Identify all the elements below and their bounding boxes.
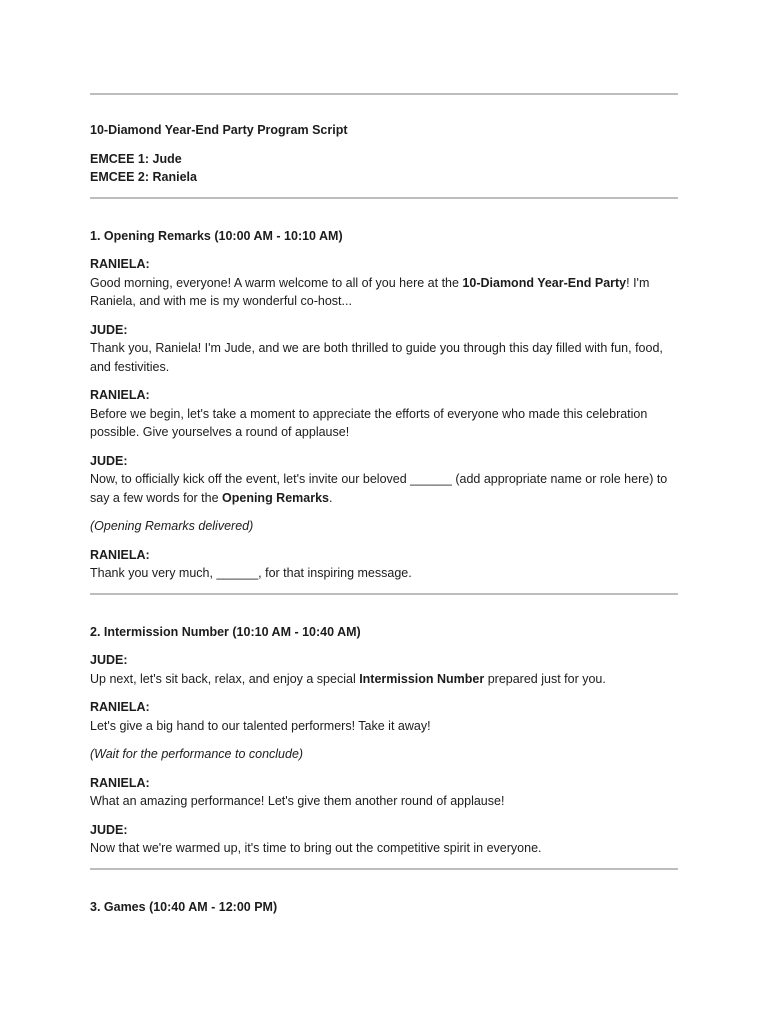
stage-note: (Opening Remarks delivered): [90, 519, 254, 533]
speaker-label: JUDE:: [90, 822, 128, 837]
divider: [90, 868, 678, 870]
dialogue-text: Let's give a big hand to our talented performers! Take it away!: [90, 718, 431, 733]
segment-name: Intermission Number: [359, 671, 485, 686]
stage-note-block: [90, 517, 678, 536]
speaker-label: RANIELA:: [90, 257, 150, 271]
dialogue-text: Up next, let's sit back, relax, and enjoy a special Intermission Number prepared just for you.: [90, 671, 606, 686]
divider: [90, 593, 678, 595]
section-heading-intermission: 2. Intermission Number (10:10 AM - 10:40 AM): [90, 624, 361, 639]
divider: [90, 197, 678, 199]
dialogue-block: [90, 821, 678, 858]
speaker-label: JUDE:: [90, 453, 128, 468]
dialogue-text: Before we begin, let's take a moment to appreciate the efforts of everyone who made this celebration possible. Give yourselves a round of applause!: [90, 406, 648, 439]
speaker-label: JUDE:: [90, 322, 128, 337]
section-heading-opening-remarks: 1. Opening Remarks (10:00 AM - 10:10 AM): [90, 228, 343, 243]
dialogue-block: [90, 774, 678, 811]
emcee-1: EMCEE 1: Jude: [90, 151, 182, 166]
dialogue-text: Now, to officially kick off the event, let's invite our beloved ______ (add appropriate name or role here) to say a few words for the Opening Remarks.: [90, 472, 668, 505]
dialogue-block: [90, 651, 678, 688]
dialogue-block: [90, 321, 678, 377]
segment-name: Opening Remarks: [222, 490, 329, 505]
event-name: 10-Diamond Year-End Party: [462, 275, 627, 290]
document-title: 10-Diamond Year-End Party Program Script: [90, 123, 348, 137]
stage-note: (Wait for the performance to conclude): [90, 747, 304, 761]
dialogue-block: [90, 386, 678, 442]
stage-note-block: [90, 745, 678, 764]
speaker-label: RANIELA:: [90, 775, 150, 790]
dialogue-text: Now that we're warmed up, it's time to bring out the competitive spirit in everyone.: [90, 841, 542, 855]
speaker-label: JUDE:: [90, 653, 128, 667]
speaker-label: RANIELA:: [90, 547, 150, 562]
dialogue-block: [90, 255, 678, 311]
dialogue-block: [90, 452, 678, 508]
dialogue-text: What an amazing performance! Let's give them another round of applause!: [90, 794, 505, 808]
dialogue-text: Thank you, Raniela! I'm Jude, and we are both thrilled to guide you through this day filled with fun, food, and festivities.: [90, 341, 663, 374]
speaker-label: RANIELA:: [90, 388, 150, 402]
document-page: [90, 0, 678, 916]
speaker-label: RANIELA:: [90, 700, 150, 714]
dialogue-text: Good morning, everyone! A warm welcome to all of you here at the 10-Diamond Year-End Party! I'm Raniela, and with me is my wonderful co-host...: [90, 275, 650, 308]
divider: [90, 93, 678, 95]
dialogue-text: Thank you very much, ______, for that inspiring message.: [90, 566, 412, 580]
section-heading-games: 3. Games (10:40 AM - 12:00 PM): [90, 899, 278, 914]
dialogue-block: [90, 698, 678, 735]
emcee-2: EMCEE 2: Raniela: [90, 170, 197, 184]
dialogue-block: [90, 546, 678, 583]
